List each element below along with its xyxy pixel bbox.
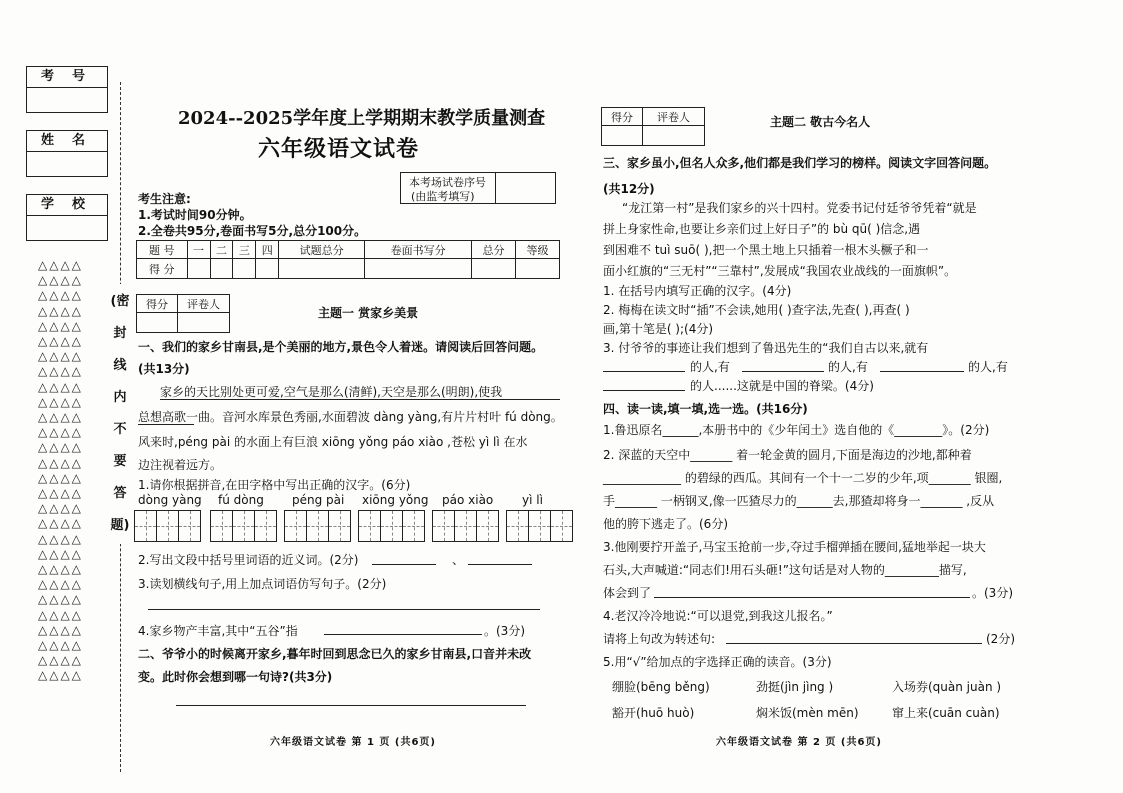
passage1-underline-2 [138,424,194,425]
tianzige-group-3[interactable] [284,510,351,542]
q3-text-b: (共12分) [603,182,655,196]
triangle-row: △△△△ [38,622,83,637]
seal-char: 要 [108,444,132,480]
tianzige-group-2[interactable] [210,510,277,542]
score-cell[interactable] [256,259,279,279]
pronunciation-option[interactable]: 劲挺(jìn jìng ) [756,680,834,694]
q4-sub-2b: _____________ 的碧绿的西瓜。其间有一个十一二岁的少年,项_______ 银圈, [603,471,1003,485]
pronunciation-option[interactable]: 入场券(quàn juàn ) [892,680,1002,694]
triangle-row: △△△△ [38,562,83,577]
q1-sub-2-separator: 、 [452,553,465,567]
answer-line[interactable] [742,371,824,372]
q3-sub-3b-1: 的人,有 [690,360,730,374]
triangle-row: △△△△ [38,410,83,425]
answer-line[interactable] [324,634,482,635]
q4-sub-4b-end: (2分) [986,632,1015,646]
q1-sub-2: 2.写出文段中括号里词语的近义词。(2分) [138,553,359,567]
q3-sub-3b-3: 的人,有 [968,360,1008,374]
q4-sub-2c: 手_______ 一柄钢叉,像一匹猹尽力的______去,那猹却将身一_______ ,反从 [603,494,995,508]
q4-sub-3b: 石头,大声喊道:“同志们!用石头砸!”这句话是对人物的_________描写, [603,563,967,577]
triangle-row: △△△△ [38,379,83,394]
tianzige-group-5[interactable] [432,510,499,542]
grader-score-cell[interactable] [602,126,643,146]
q3-text-a: 三、家乡虽小,但名人众多,他们都是我们学习的榜样。阅读文字回答问题。 [603,156,997,170]
triangle-row: △△△△ [38,607,83,622]
score-header-cell: 试题总分 [279,241,365,259]
pronunciation-option[interactable]: 豁开(huō huò) [612,706,695,720]
page2-footer: 六年级语文试卷 第 2 页 (共6页) [716,737,882,748]
q2-text-a: 二、爷爷小的时候离开家乡,暮年时回到思念已久的家乡甘南县,口音并未改 [138,647,532,661]
q3-sub-3b-2: 的人,有 [828,360,868,374]
triangle-row: △△△△ [38,273,83,288]
score-table [136,240,560,279]
q4-sub-2a: 2. 深蓝的天空中_______ 着一轮金黄的圆月,下面是海边的沙地,都种着 [603,448,972,462]
triangle-row: △△△△ [38,455,83,470]
triangle-row: △△△△ [38,531,83,546]
score-header-cell: 四 [256,241,279,259]
triangle-row: △△△△ [38,425,83,440]
passage1-line-3: 风来时,péng pài 的水面上有巨浪 xiōng yǒng páo xiào ,苍松 yì lì 在水 [138,435,528,449]
passage1-line-1: 家乡的天比别处更可爱,空气是那么(清鲜),天空是那么(明朗),使我 [160,385,503,399]
seal-char: 封 [108,316,132,352]
school-label: 学校 [27,195,107,216]
grader-score-label: 得分 [602,108,643,126]
passage1-line-2: 总想高歌一曲。音河水库景色秀丽,水面碧波 dàng yàng,有片片村叶 fú dòng。 [138,410,563,424]
answer-line[interactable] [603,371,685,372]
answer-line[interactable] [148,609,540,610]
q4-sub-4b: 请将上句改为转述句: [603,632,716,646]
triangle-row: △△△△ [38,470,83,485]
pinyin-3: péng pài [292,493,345,507]
grader-box-1 [136,294,230,333]
score-cell[interactable] [233,259,256,279]
seal-char: 题) [108,508,132,544]
grader-box-2 [601,107,705,146]
score-cell[interactable] [210,259,233,279]
answer-line[interactable] [468,564,532,565]
passage2-line-4: 面小红旗的“三无村”“三靠村”,发展成“我国农业战线的一面旗帜”。 [603,264,957,278]
q3-sub-3a: 3. 付爷爷的事迹让我们想到了鲁迅先生的“我们自古以来,就有 [603,341,929,355]
q1-text-a: 一、我们的家乡甘南县,是个美丽的地方,景色令人着迷。请阅读后回答问题。 [138,340,544,354]
seat-label-1: 本考场试卷序号 [409,176,486,189]
seal-char: 答 [108,476,132,512]
score-header-cell: 等级 [516,241,560,259]
score-header-cell: 总分 [472,241,516,259]
q3-sub-1: 1. 在括号内填写正确的汉字。(4分) [603,284,792,298]
grader-score-cell[interactable] [137,313,178,333]
q3-sub-2b: 画,第十笔是( );(4分) [603,322,714,336]
q4-title: 四、读一读,填一填,选一选。(共16分) [603,402,808,416]
notice-heading: 考生注意: [138,192,191,206]
theme1-title: 主题一 赏家乡美景 [318,306,419,320]
school-box[interactable] [26,194,108,241]
q4-sub-3c: 体会到了 [603,586,652,600]
score-cell[interactable] [279,259,365,279]
grader-name-cell[interactable] [178,313,230,333]
q4-sub-3c-end: 。(3分) [972,586,1013,600]
q4-sub-2d: 他的胯下逃走了。(6分) [603,517,728,531]
tianzige-group-1[interactable] [134,510,201,542]
theme2-title: 主题二 敬古今名人 [770,115,871,129]
tianzige-group-4[interactable] [358,510,425,542]
triangle-row: △△△△ [38,668,83,683]
grader-label: 评卷人 [643,108,705,126]
grader-label: 评卷人 [178,295,230,313]
triangle-row: △△△△ [38,653,83,668]
score-cell[interactable] [516,259,560,279]
passage2-line-3: 到困难不 tuì suō( ),把一个黑土地上只插着一根木头橛子和一 [603,243,929,257]
q3-sub-3c: 的人......这就是中国的脊梁。(4分) [690,379,874,393]
exam-subtitle: 六年级语文试卷 [258,136,420,162]
page1-footer: 六年级语文试卷 第 1 页 (共6页) [270,737,436,748]
q4-sub-5: 5.用“√”给加点的字选择正确的读音。(3分) [603,655,832,669]
triangle-row: △△△△ [38,258,83,272]
exam-number-field[interactable] [27,88,107,112]
score-row-label: 得 分 [137,259,188,279]
seal-char: 线 [108,348,132,384]
pinyin-5: páo xiào [442,493,494,507]
q2-text-b: 变。此时你会想到哪一句诗?(共3分) [138,670,333,684]
triangle-row: △△△△ [38,288,83,303]
triangle-row: △△△△ [38,638,83,653]
grader-name-cell[interactable] [643,126,705,146]
score-header-cell: 三 [233,241,256,259]
seal-char: 内 [108,380,132,416]
passage2-line-2: 拼上身家性命,也要让乡亲们过上好日子”的 bù qū( )信念,遇 [603,222,921,236]
triangle-row: △△△△ [38,318,83,333]
q4-sub-3a: 3.他刚要拧开盖子,马宝玉抢前一步,夺过手榴弹插在腰间,猛地举起一块大 [603,540,986,554]
q4-sub-1: 1.鲁迅原名______,本册书中的《少年闰土》选自他的《________》。(2分) [603,423,990,437]
triangle-decoration [38,258,108,684]
triangle-row: △△△△ [38,486,83,501]
q1-sub-3: 3.读划横线句子,用上加点词语仿写句子。(2分) [138,577,387,591]
triangle-row: △△△△ [38,364,83,379]
answer-line[interactable] [726,643,982,644]
exam-number-box[interactable] [26,66,108,113]
triangle-row: △△△△ [38,592,83,607]
q1-text-b: (共13分) [138,362,190,376]
pronunciation-option[interactable]: 绷脸(bēng běng) [612,680,710,694]
triangle-row: △△△△ [38,577,83,592]
triangle-row: △△△△ [38,334,83,349]
triangle-row: △△△△ [38,516,83,531]
pinyin-6: yì lì [522,493,543,507]
grader-score-label: 得分 [137,295,178,313]
triangle-row: △△△△ [38,501,83,516]
triangle-row: △△△△ [38,394,83,409]
pinyin-1: dòng yàng [138,493,202,507]
exam-number-label: 考号 [27,67,107,88]
q3-sub-2a: 2. 梅梅在读文时“插”不会读,她用( )查字法,先查( ),再查( ) [603,303,910,317]
notice-line-2: 2.全卷共95分,卷面书写5分,总分100分。 [138,224,367,238]
score-header-cell: 二 [210,241,233,259]
triangle-row: △△△△ [38,303,83,318]
school-field[interactable] [27,216,107,240]
score-cell[interactable] [365,259,472,279]
pronunciation-option[interactable]: 窜上来(cuān cuàn) [892,706,1000,720]
answer-line[interactable] [176,705,526,706]
seat-number-box[interactable] [400,172,556,204]
q1-sub-1: 1.请你根据拼音,在田字格中写出正确的汉字。(6分) [138,478,411,492]
answer-line[interactable] [880,371,964,372]
pronunciation-option[interactable]: 焖米饭(mèn mēn) [756,706,859,720]
tianzige-group-6[interactable] [506,510,573,542]
passage1-underline-1 [160,399,560,400]
exam-title: 2024--2025学年度上学期期末教学质量测查 [178,108,546,129]
passage2-line-1: “龙江第一村”是我们家乡的兴十四村。党委书记付廷爷爷凭着“就是 [622,201,977,215]
triangle-row: △△△△ [38,546,83,561]
triangle-row: △△△△ [38,349,83,364]
score-cell[interactable] [187,259,210,279]
seal-char: (密 [108,284,132,320]
q4-sub-4a: 4.老汉冷冷地说:“可以退党,到我这儿报名。” [603,609,833,623]
score-header-cell: 一 [187,241,210,259]
pinyin-2: fú dòng [218,493,264,507]
answer-line[interactable] [372,564,436,565]
score-header-cell: 卷面书写分 [365,241,472,259]
name-label: 姓名 [27,131,107,152]
answer-line[interactable] [603,390,685,391]
seat-label-2: (由监考填写) [411,190,475,203]
triangle-row: △△△△ [38,440,83,455]
score-cell[interactable] [472,259,516,279]
passage1-line-4: 边注视着远方。 [138,458,223,472]
notice-line-1: 1.考试时间90分钟。 [138,208,252,222]
q1-sub-4-end: 。(3分) [484,624,525,638]
seat-label-cell [401,173,496,203]
q1-sub-4: 4.家乡物产丰富,其中“五谷”指 [138,624,298,638]
name-field[interactable] [27,152,107,176]
pinyin-4: xiōng yǒng [362,493,429,507]
seal-char: 不 [108,412,132,448]
name-box[interactable] [26,130,108,177]
answer-line[interactable] [654,597,970,598]
score-header-cell: 题 号 [137,241,188,259]
